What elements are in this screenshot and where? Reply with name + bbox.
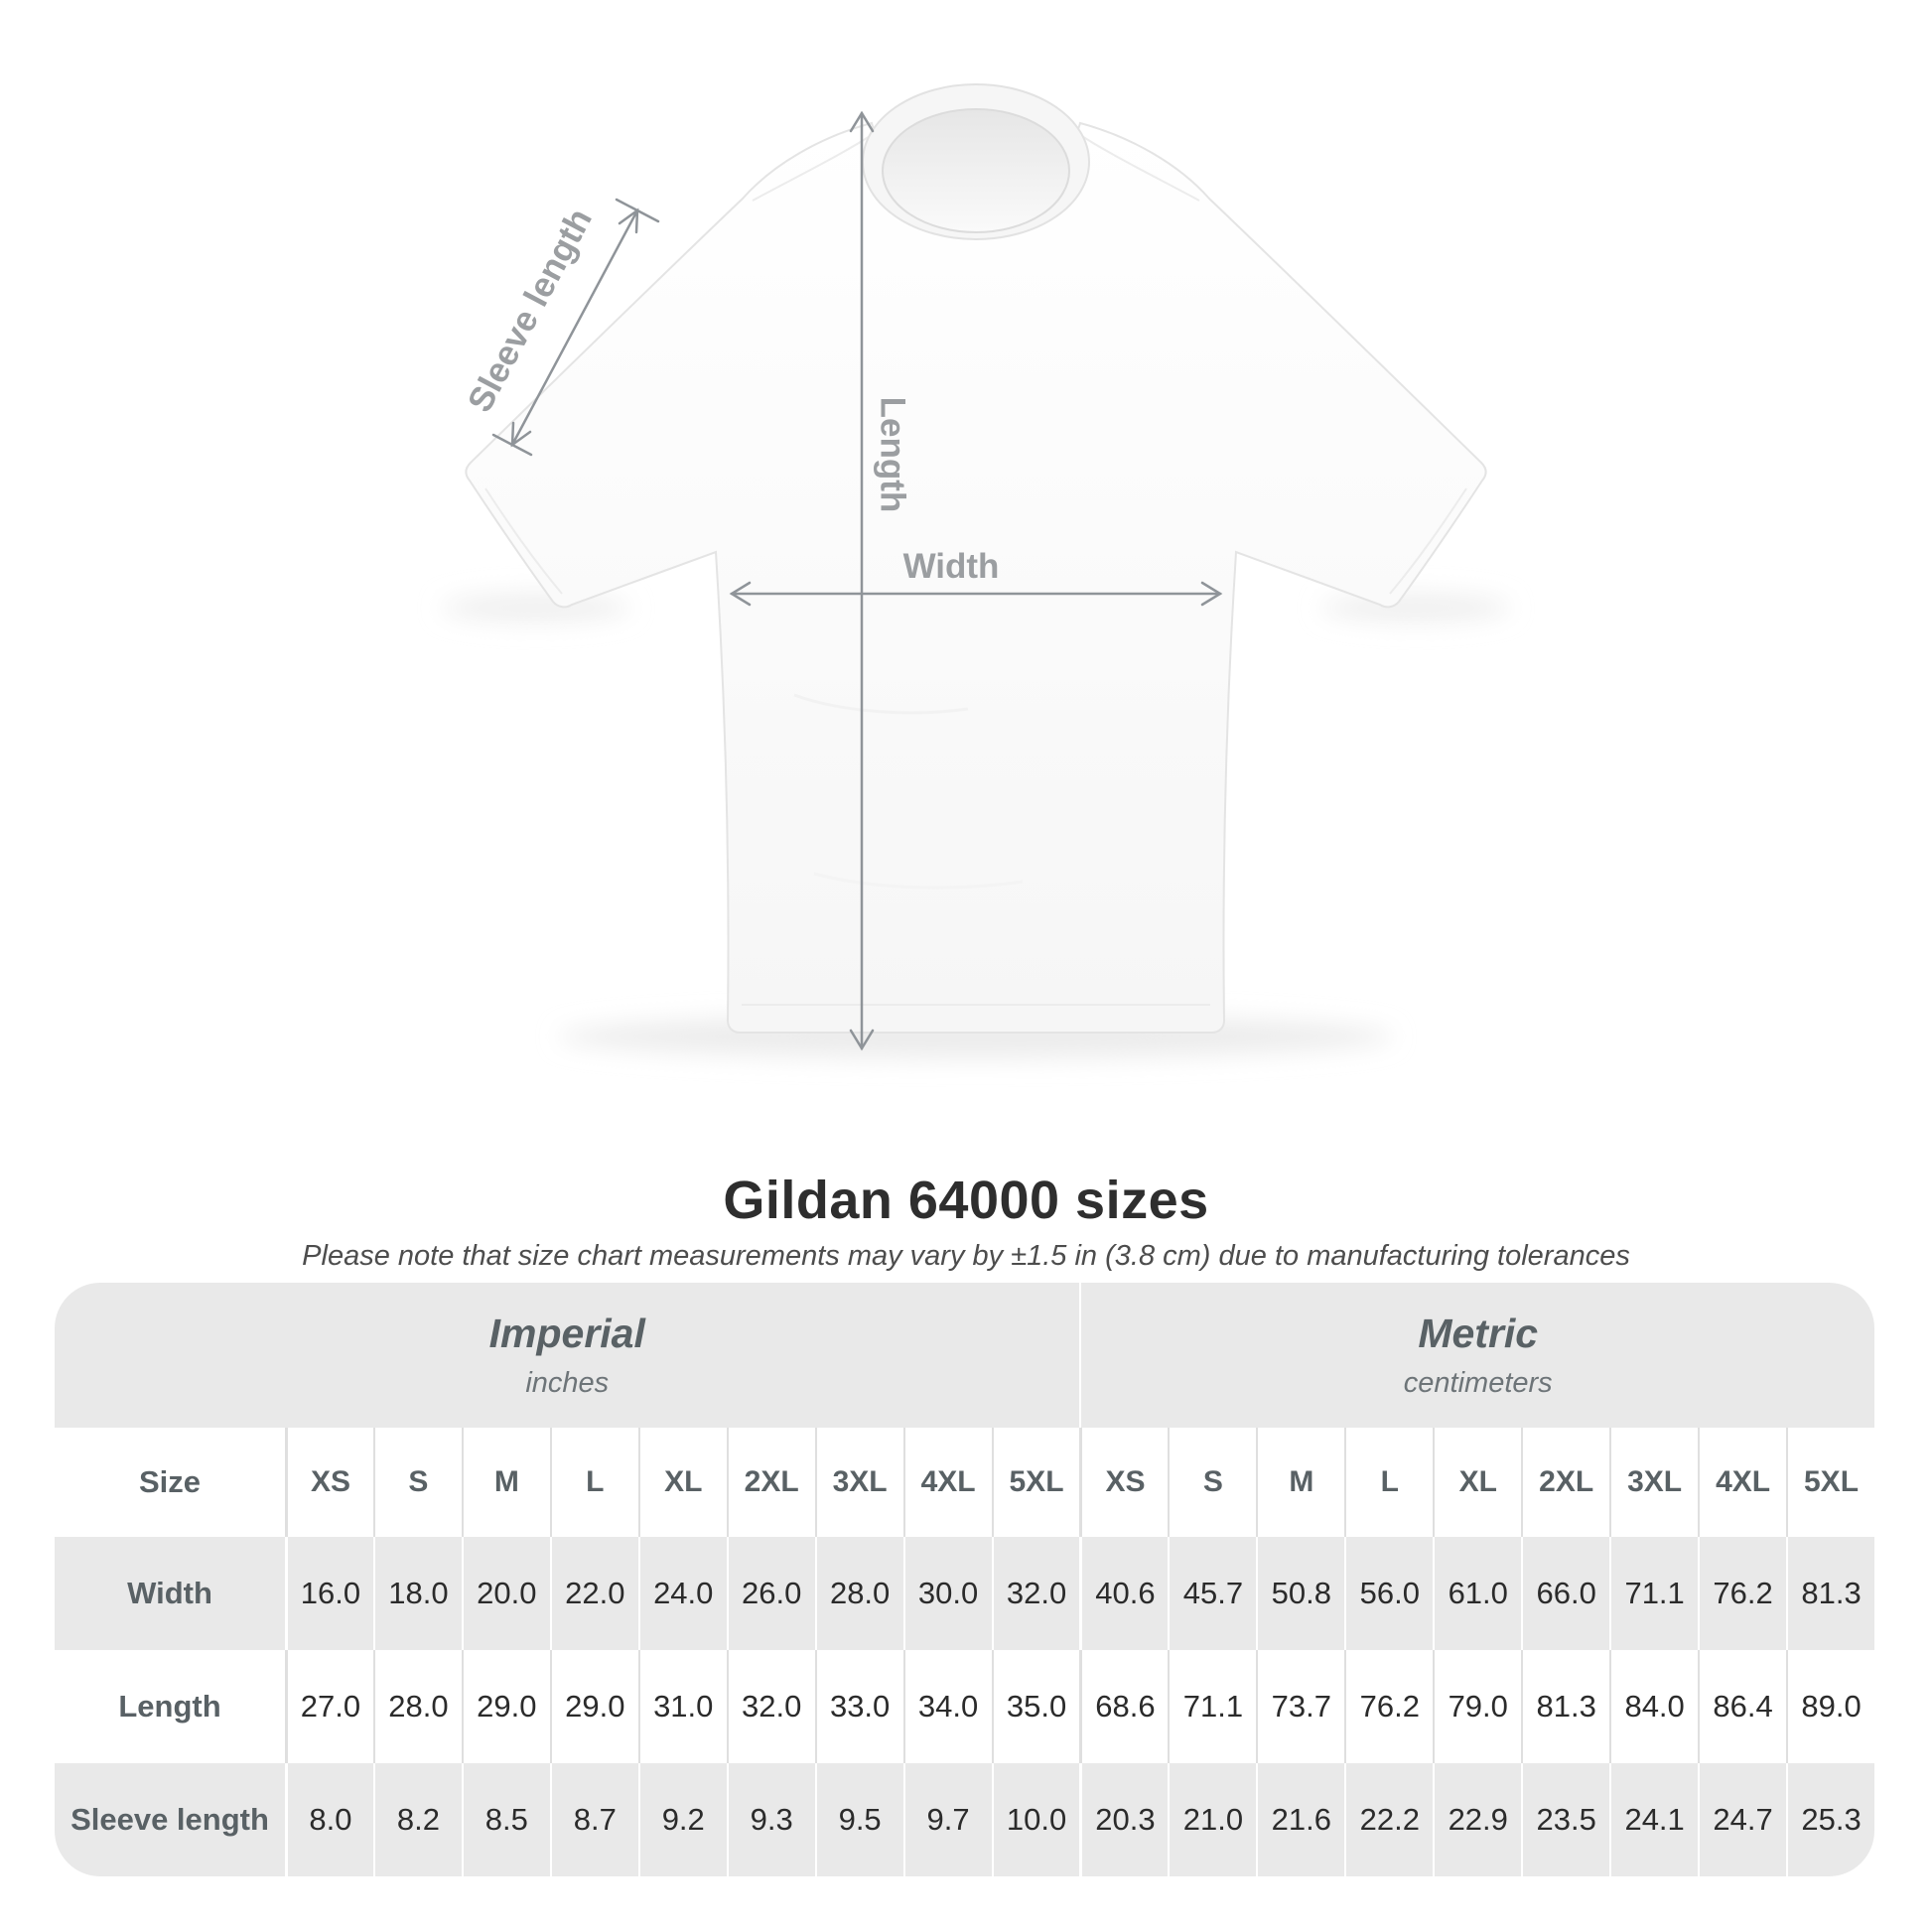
table-cell: 8.7 (550, 1763, 638, 1876)
table-cell: 29.0 (550, 1650, 638, 1763)
length-label: Length (873, 396, 912, 513)
table-cell: 31.0 (638, 1650, 727, 1763)
size-col-header: XL (1433, 1428, 1521, 1537)
unit-group-metric (1079, 1283, 1874, 1428)
size-col-header: XL (638, 1428, 727, 1537)
table-cell: 76.2 (1698, 1537, 1786, 1650)
row-label: Length (55, 1650, 285, 1763)
size-col-header: 5XL (1786, 1428, 1874, 1537)
row-label: Size (55, 1428, 285, 1537)
unit-group-sublabel: inches (525, 1367, 610, 1399)
size-col-header: 3XL (1609, 1428, 1698, 1537)
table-cell: 33.0 (815, 1650, 903, 1763)
table-cell: 45.7 (1168, 1537, 1256, 1650)
table-cell: 71.1 (1609, 1537, 1698, 1650)
page-title: Gildan 64000 sizes (723, 1171, 1209, 1230)
table-cell: 23.5 (1521, 1763, 1609, 1876)
sleeve-length-label: Sleeve length (460, 202, 601, 419)
size-col-header: S (1168, 1428, 1256, 1537)
table-cell: 22.9 (1433, 1763, 1521, 1876)
table-cell: 21.6 (1256, 1763, 1344, 1876)
size-col-header: XS (1079, 1428, 1168, 1537)
table-cell: 8.5 (462, 1763, 550, 1876)
size-col-header: S (373, 1428, 462, 1537)
tshirt-collar-opening (883, 109, 1069, 232)
table-cell: 32.0 (727, 1650, 815, 1763)
width-label: Width (902, 547, 1000, 586)
table-cell: 9.5 (815, 1763, 903, 1876)
table-cell: 29.0 (462, 1650, 550, 1763)
table-cell: 73.7 (1256, 1650, 1344, 1763)
table-cell: 24.7 (1698, 1763, 1786, 1876)
unit-group-imperial (55, 1283, 1079, 1428)
table-cell: 30.0 (903, 1537, 992, 1650)
table-cell: 61.0 (1433, 1537, 1521, 1650)
size-col-header: M (1256, 1428, 1344, 1537)
table-cell: 22.0 (550, 1537, 638, 1650)
row-label: Width (55, 1537, 285, 1650)
table-cell: 9.3 (727, 1763, 815, 1876)
row-label: Sleeve length (55, 1763, 285, 1876)
table-cell: 24.1 (1609, 1763, 1698, 1876)
table-cell: 89.0 (1786, 1650, 1874, 1763)
size-col-header: 5XL (992, 1428, 1080, 1537)
table-cell: 21.0 (1168, 1763, 1256, 1876)
size-col-header: 4XL (1698, 1428, 1786, 1537)
size-table (55, 1283, 1874, 1876)
table-cell: 56.0 (1344, 1537, 1433, 1650)
table-cell: 8.0 (285, 1763, 373, 1876)
size-col-header: L (550, 1428, 638, 1537)
size-col-header: 2XL (727, 1428, 815, 1537)
table-cell: 22.2 (1344, 1763, 1433, 1876)
size-col-header: 4XL (903, 1428, 992, 1537)
table-cell: 34.0 (903, 1650, 992, 1763)
table-cell: 28.0 (373, 1650, 462, 1763)
size-col-header: 2XL (1521, 1428, 1609, 1537)
table-cell: 20.0 (462, 1537, 550, 1650)
unit-group-label: Imperial (488, 1311, 645, 1356)
page-subtitle: Please note that size chart measurements may vary by ±1.5 in (3.8 cm) due to manufacturing tolerances (302, 1240, 1630, 1272)
table-cell: 24.0 (638, 1537, 727, 1650)
table-cell: 76.2 (1344, 1650, 1433, 1763)
table-cell: 71.1 (1168, 1650, 1256, 1763)
table-cell: 50.8 (1256, 1537, 1344, 1650)
table-cell: 81.3 (1521, 1650, 1609, 1763)
table-cell: 27.0 (285, 1650, 373, 1763)
size-col-header: L (1344, 1428, 1433, 1537)
table-cell: 66.0 (1521, 1537, 1609, 1650)
table-cell: 9.2 (638, 1763, 727, 1876)
table-cell: 16.0 (285, 1537, 373, 1650)
size-col-header: M (462, 1428, 550, 1537)
table-cell: 20.3 (1079, 1763, 1168, 1876)
table-cell: 28.0 (815, 1537, 903, 1650)
size-col-header: XS (285, 1428, 373, 1537)
table-cell: 79.0 (1433, 1650, 1521, 1763)
table-cell: 81.3 (1786, 1537, 1874, 1650)
table-cell: 10.0 (992, 1763, 1080, 1876)
table-cell: 35.0 (992, 1650, 1080, 1763)
table-cell: 68.6 (1079, 1650, 1168, 1763)
table-cell: 26.0 (727, 1537, 815, 1650)
unit-group-label: Metric (1418, 1311, 1539, 1356)
unit-group-sublabel: centimeters (1403, 1367, 1553, 1399)
size-col-header: 3XL (815, 1428, 903, 1537)
table-cell: 86.4 (1698, 1650, 1786, 1763)
table-cell: 18.0 (373, 1537, 462, 1650)
table-cell: 25.3 (1786, 1763, 1874, 1876)
table-cell: 84.0 (1609, 1650, 1698, 1763)
table-cell: 32.0 (992, 1537, 1080, 1650)
table-cell: 40.6 (1079, 1537, 1168, 1650)
table-cell: 8.2 (373, 1763, 462, 1876)
table-cell: 9.7 (903, 1763, 992, 1876)
